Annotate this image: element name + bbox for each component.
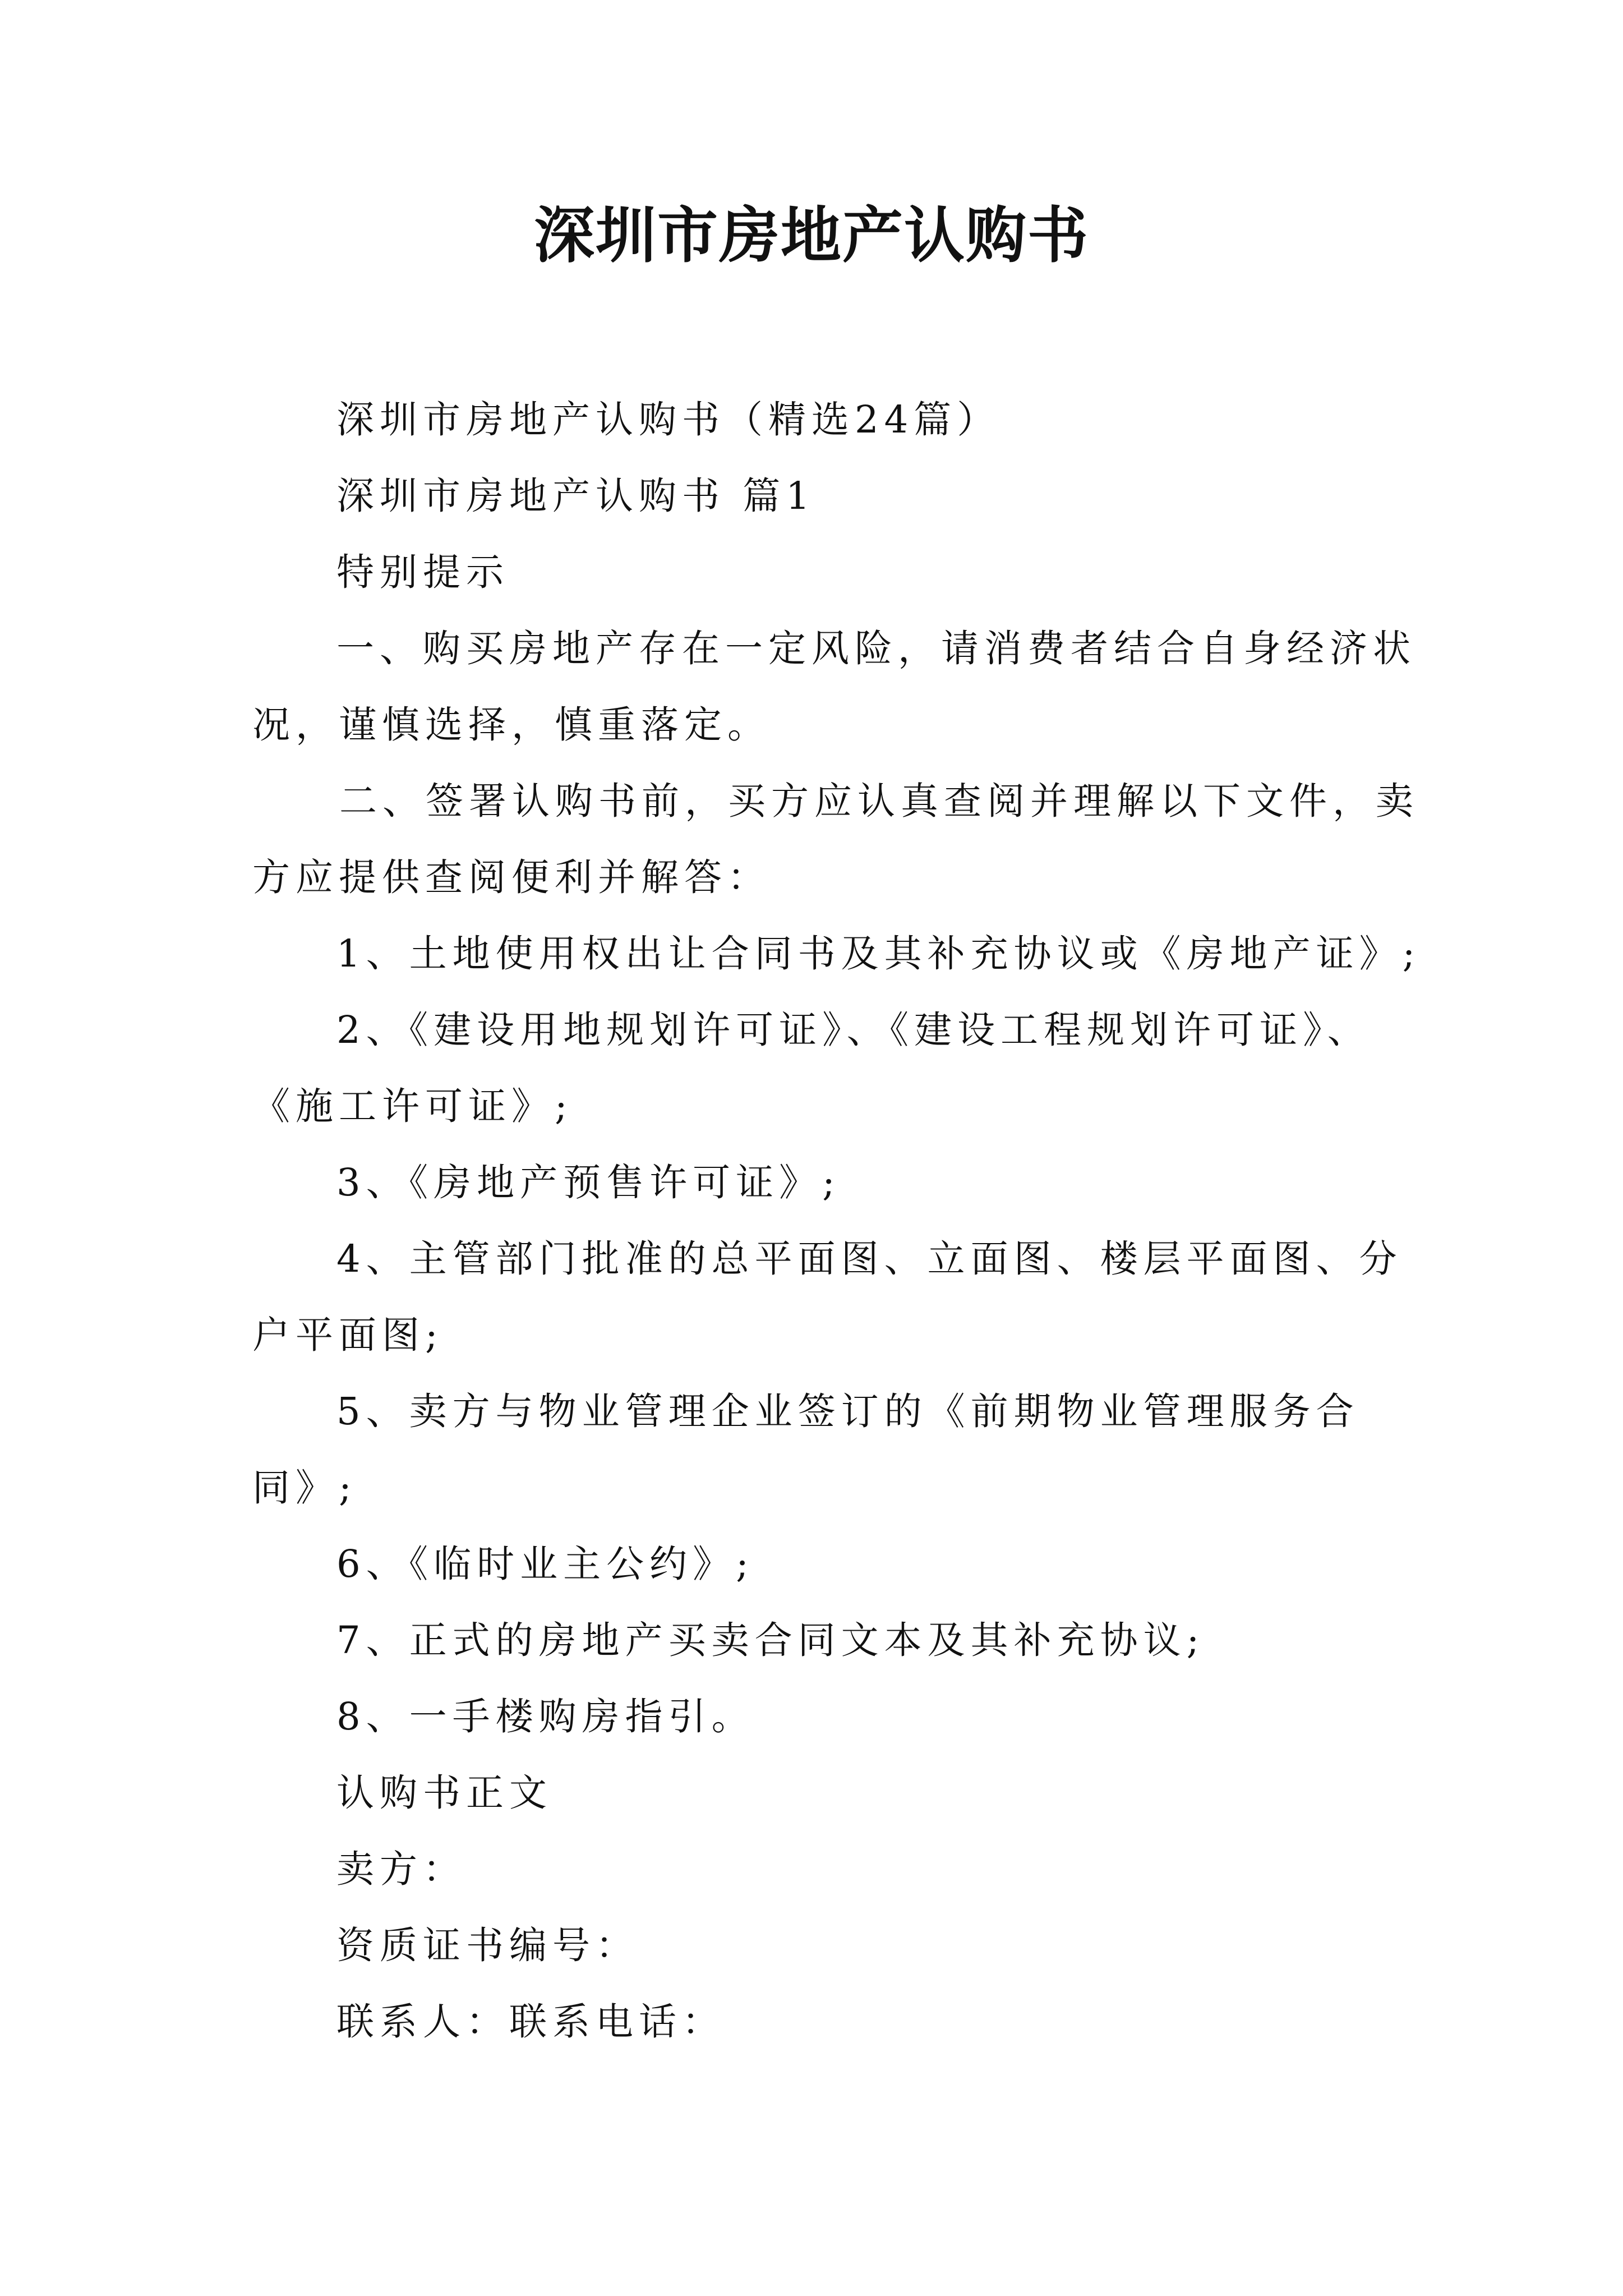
paragraph-certificate-number: 资质证书编号：: [336, 1924, 639, 1967]
paragraph-file-1: 1、土地使用权出让合同书及其补充协议或《房地产证》;: [336, 932, 1421, 976]
paragraph-main-text-heading: 认购书正文: [336, 1771, 552, 1815]
paragraph-file-4: 4、主管部门批准的总平面图、立面图、楼层平面图、分户平面图;: [252, 1237, 1403, 1357]
paragraph-file-5: 5、卖方与物业管理企业签订的《前期物业管理服务合同》;: [252, 1389, 1359, 1510]
document-title: 深圳市房地产认购书: [533, 200, 1089, 271]
paragraph-file-8: 8、一手楼购房指引。: [336, 1695, 755, 1738]
document-body: [252, 381, 1436, 2060]
paragraph-notice-1: 一、购买房地产存在一定风险，请消费者结合自身经济状况，谨慎选择，慎重落定。: [252, 627, 1416, 747]
paragraph-file-2: 2、《建设用地规划许可证》、《建设工程规划许可证》、《施工许可证》;: [252, 1008, 1371, 1128]
paragraph-special-notice-heading: 特别提示: [336, 550, 509, 594]
paragraph-file-3: 3、《房地产预售许可证》;: [336, 1161, 841, 1204]
paragraph-file-7: 7、正式的房地产买卖合同文本及其补充协议;: [336, 1618, 1205, 1662]
paragraph-section-heading: 深圳市房地产认购书 篇1: [336, 474, 815, 518]
paragraph-subtitle: 深圳市房地产认购书（精选24篇）: [336, 398, 1000, 441]
paragraph-seller: 卖方：: [336, 1847, 466, 1891]
paragraph-contact: 联系人：联系电话：: [336, 2000, 725, 2044]
paragraph-file-6: 6、《临时业主公约》;: [336, 1542, 754, 1586]
paragraph-notice-2: 二、签署认购书前，买方应认真查阅并理解以下文件，卖方应提供查阅便利并解答：: [252, 779, 1419, 899]
